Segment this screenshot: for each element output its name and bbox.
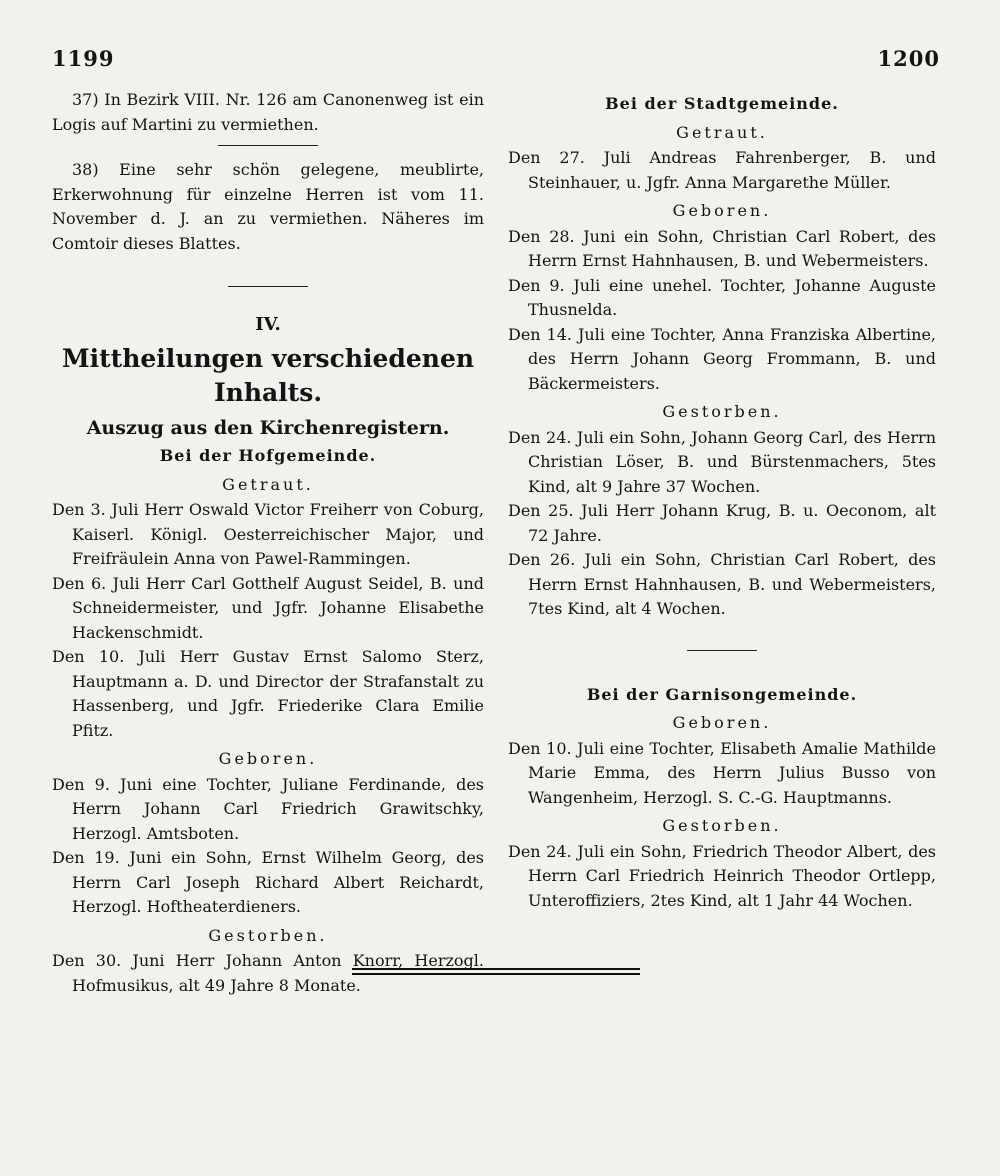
geboren-heading: Geboren. [672,713,772,732]
section-subtitle: Auszug aus den Kirchenregistern. [86,416,450,439]
register-entry: Den 25. Juli Herr Johann Krug, B. u. Oeconom, alt 72 Jahre. [508,501,936,545]
separator-rule [218,145,318,146]
register-entry: Den 9. Juli eine unehel. Tochter, Johanne Auguste Thusnelda. [508,275,936,319]
gestorben-heading: Gestorben. [662,816,782,835]
register-entry: Den 6. Juli Herr Carl Gotthelf August Seidel, B. und Schneidermeister, und Jgfr. Johanne Elisabethe Hackenschmidt. [52,573,484,642]
separator-rule [228,286,308,287]
geboren-heading: Geboren. [218,749,318,768]
register-entry: Den 9. Juni eine Tochter, Juliane Ferdinande, des Herrn Johann Carl Friedrich Grawitschky, Herzogl. Amtsboten. [52,774,484,843]
section-number: IV. [255,314,281,335]
advertisement-38: 38) Eine sehr schön gelegene, meublirte, Erkerwohnung für einzelne Herren ist vom 11. November d. J. an zu vermiethen. Näheres im Comtoir dieses Blattes. [52,160,484,253]
congregation-heading-stadt: Bei der Stadtgemeinde. [605,94,839,113]
register-entry: Den 24. Juli ein Sohn, Johann Georg Carl, des Herrn Christian Löser, B. und Bürstenmachers, 5tes Kind, alt 9 Jahre 37 Wochen. [508,427,936,496]
geboren-heading: Geboren. [672,201,772,220]
separator-rule [687,650,757,651]
register-entry: Den 10. Juli eine Tochter, Elisabeth Amalie Mathilde Marie Emma, des Herrn Julius Busso von Wangenheim, Herzogl. S. C.-G. Hauptmanns. [508,738,936,807]
register-entry: Den 19. Juni ein Sohn, Ernst Wilhelm Georg, des Herrn Carl Joseph Richard Albert Reichardt, Herzogl. Hoftheaterdieners. [52,848,484,916]
register-entry: Den 3. Juli Herr Oswald Victor Freiherr von Coburg, Kaiserl. Königl. Oesterreichischer Major, und Freifräulein Anna von Pawel-Rammingen. [52,500,484,568]
left-column [52,88,484,998]
page-number-right: 1200 [877,46,940,71]
getraut-heading: Getraut. [676,122,768,142]
congregation-heading-garnison: Bei der Garnisongemeinde. [586,684,858,704]
section-title: Mittheilungen verschiedenen Inhalts. [61,343,475,407]
register-entry: Den 28. Juni ein Sohn, Christian Carl Robert, des Herrn Ernst Hahnhausen, B. und Webermeisters. [508,226,936,270]
register-entry: Den 30. Juni Herr Johann Anton Knorr, Herzogl. Hofmusikus, alt 49 Jahre 8 Monate. [52,951,484,995]
closing-double-rule [352,968,640,978]
gestorben-heading: Gestorben. [208,925,328,945]
page-number-left: 1199 [52,46,115,71]
getraut-heading: Getraut. [222,474,314,494]
register-entry: Den 27. Juli Andreas Fahrenberger, B. und Steinhauer, u. Jgfr. Anna Margarethe Müller. [508,148,936,192]
register-entry: Den 10. Juli Herr Gustav Ernst Salomo Sterz, Hauptmann a. D. und Director der Strafanstalt zu Hassenberg, und Jgfr. Friederike Clara Emilie Pfitz. [52,647,484,740]
register-entry: Den 24. Juli ein Sohn, Friedrich Theodor Albert, des Herrn Carl Friedrich Heinrich Theodor Ortlepp, Unteroffiziers, 2tes Kind, alt 1 Jahr 44 Wochen. [508,841,936,910]
right-column [508,88,936,913]
gestorben-heading: Gestorben. [662,402,782,421]
advertisement-37: 37) In Bezirk VIII. Nr. 126 am Canonenweg ist ein Logis auf Martini zu vermiethen. [52,90,484,134]
congregation-heading-hof: Bei der Hofgemeinde. [159,446,377,465]
register-entry: Den 26. Juli ein Sohn, Christian Carl Robert, des Herrn Ernst Hahnhausen, B. und Webermeisters, 7tes Kind, alt 4 Wochen. [508,550,936,618]
register-entry: Den 14. Juli eine Tochter, Anna Franziska Albertine, des Herrn Johann Georg Frommann, B. und Bäckermeisters. [508,324,936,393]
